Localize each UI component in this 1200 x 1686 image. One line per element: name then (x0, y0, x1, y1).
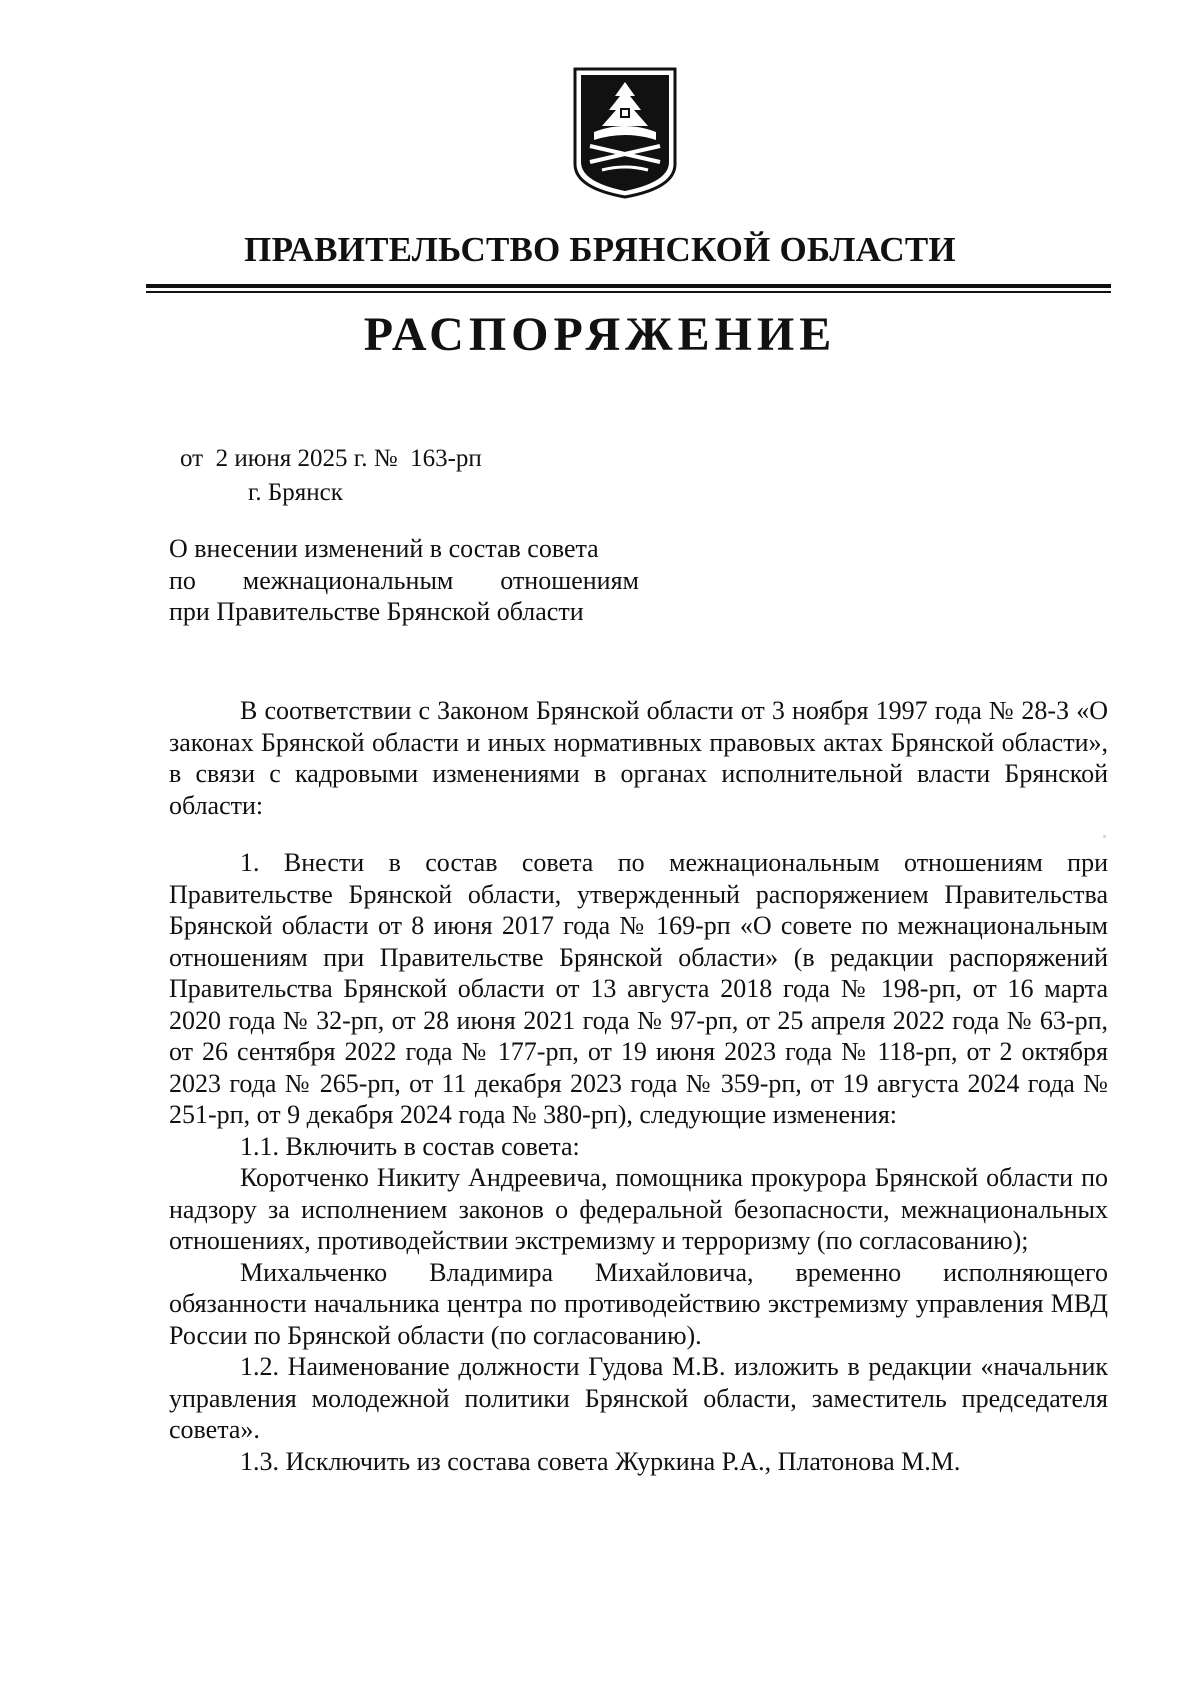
subject-line-2: по межнациональным отношениям (169, 565, 639, 595)
document-type-title: РАСПОРЯЖЕНИЕ (363, 308, 837, 361)
header-rule-thin (146, 291, 1111, 293)
header-rule-thick (146, 284, 1111, 288)
document-subject (169, 533, 639, 628)
clause-1-3-paragraph: 1.3. Исключить из состава совета Журкина Р.А., Платонова М.М. (240, 1446, 961, 1476)
document-body (169, 695, 1108, 1477)
member-2-paragraph: Михальченко Владимира Михайловича, временно исполняющего обязанности начальника центра по противодействию экстремизму управления МВД России по Брянской области (по согласованию). (169, 1257, 1108, 1350)
organization-title: ПРАВИТЕЛЬСТВО БРЯНСКОЙ ОБЛАСТИ (244, 230, 956, 269)
scan-artifact (1103, 835, 1106, 838)
document-city: г. Брянск (248, 479, 343, 506)
preamble-paragraph: В соответствии с Законом Брянской области от 3 ноября 1997 года № 28-З «О законах Брянской области и иных нормативных правовых актах Брянской области», в связи с кадровыми изменениями в органах исполнительной власти Брянской области: (169, 696, 1108, 820)
clause-1-paragraph: 1. Внести в состав совета по межнациональным отношениям при Правительстве Брянской области, утвержденный распоряжением Правительства Брянской области от 8 июня 2017 года № 169-рп «О совете по межнациональным отношениям при Правительстве Брянской области» (в редакции распоряжений Правительства Брянской области от 13 августа 2018 года № 198-рп, от 16 марта 2020 года № 32-рп, от 28 июня 2021 года № 97-рп, от 25 апреля 2022 года № 63-рп, от 26 сентября 2022 года № 177-рп, от 19 июня 2023 года № 118-рп, от 2 октября 2023 года № 265-рп, от 11 декабря 2023 года № 359-рп, от 19 августа 2024 года № 251-рп, от 9 декабря 2024 года № 380-рп), следующие изменения: (169, 848, 1108, 1129)
subject-line-1: О внесении изменений в состав совета (169, 534, 599, 563)
clause-1-2-paragraph: 1.2. Наименование должности Гудова М.В. изложить в редакции «начальник управления молодежной политики Брянской области, заместитель председателя совета». (169, 1352, 1108, 1444)
paragraph-gap (169, 821, 1108, 847)
member-1-paragraph: Коротченко Никиту Андреевича, помощника прокурора Брянской области по надзору за исполнением законов о федеральной безопасности, межнациональных отношениях, противодействии экстремизму и терроризму (по согласованию); (169, 1163, 1108, 1255)
bryansk-coat-of-arms-icon (572, 66, 678, 200)
document-date-number: от 2 июня 2025 г. № 163-рп (180, 445, 482, 472)
clause-1-1-paragraph: 1.1. Включить в состав совета: (240, 1131, 580, 1161)
subject-line-3: при Правительстве Брянской области (169, 597, 584, 626)
